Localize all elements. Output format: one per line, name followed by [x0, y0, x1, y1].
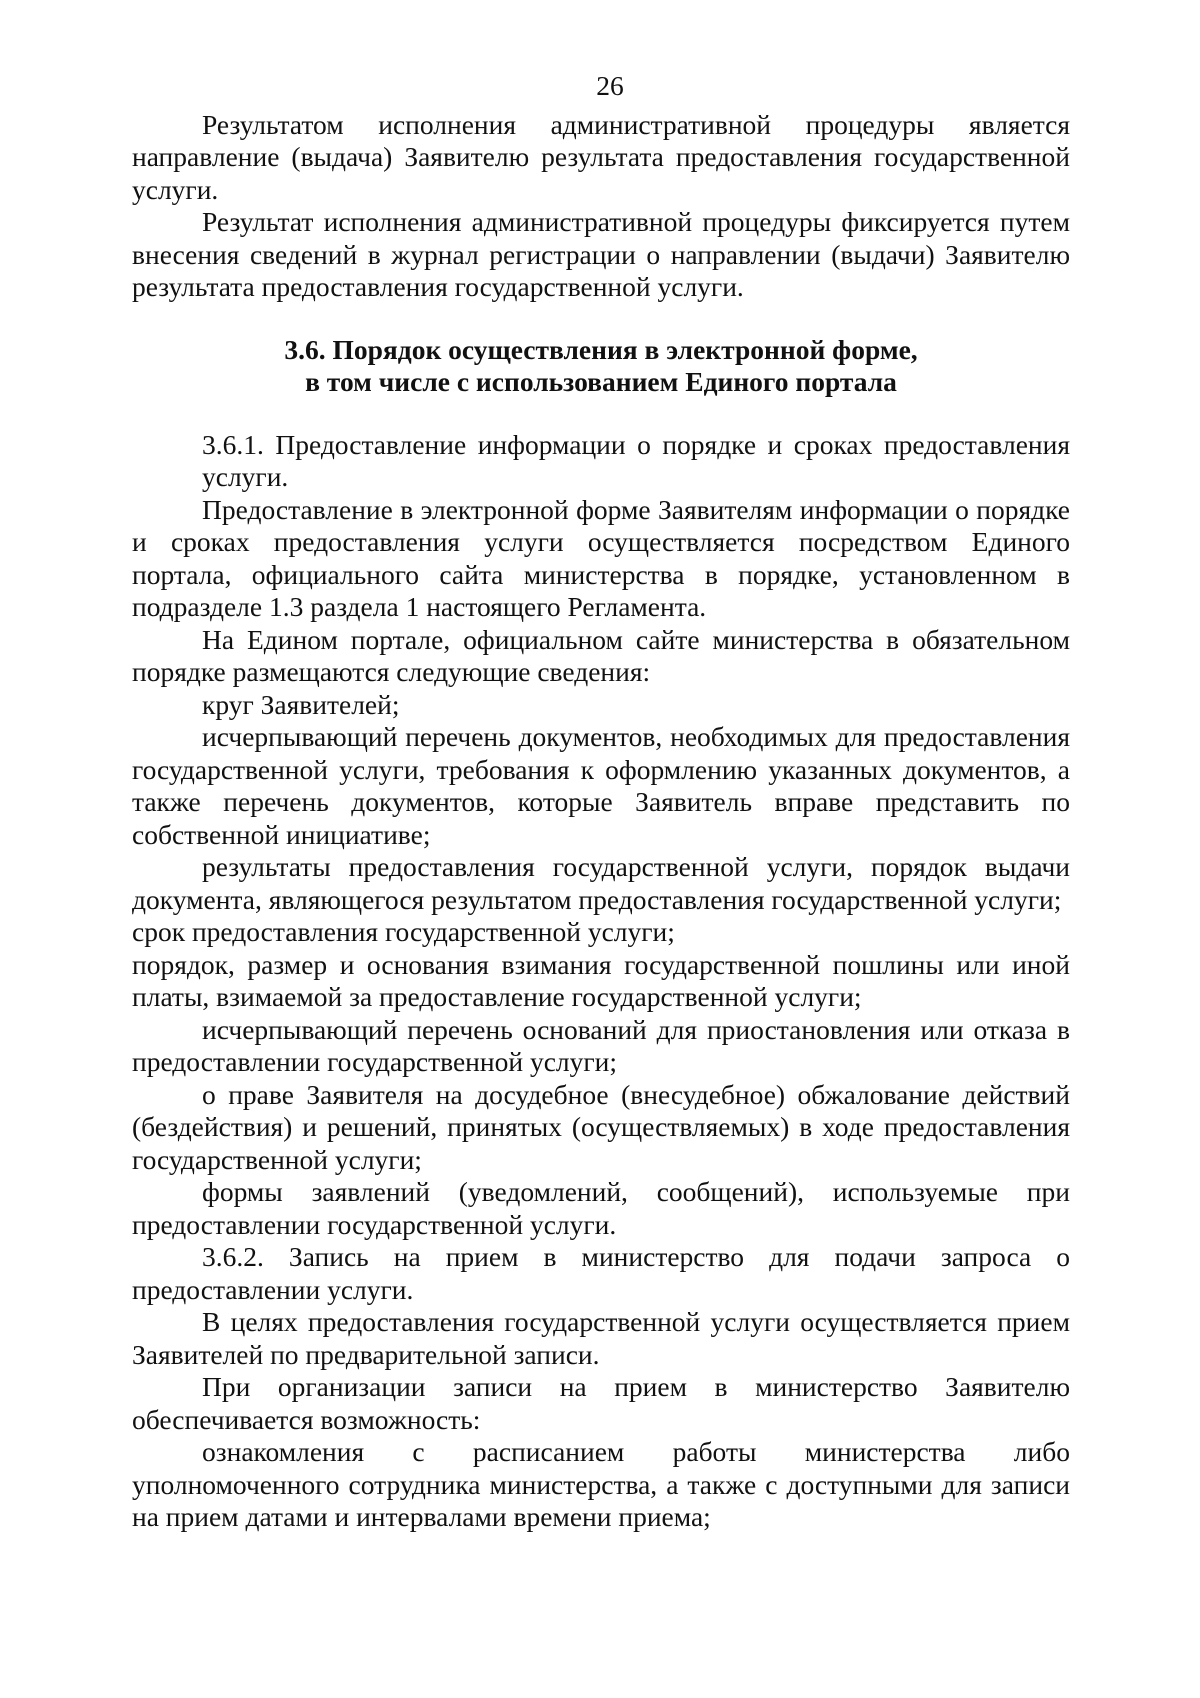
subsection-title: 3.6.1. Предоставление информации о порядке и сроках предоставления услуги. — [202, 428, 1070, 492]
section-heading-line: 3.6. Порядок осуществления в электронной форме, — [284, 333, 918, 365]
list-item: ознакомления с расписанием работы министерства либо уполномоченного сотрудника министерства, а также с доступными для записи на прием датами и интервалами времени приема; — [132, 1436, 1070, 1532]
paragraph: Предоставление в электронной форме Заявителям информации о порядке и сроках предоставления услуги осуществляется посредством Единого портала, официального сайта министерства в порядке, установленном в подразделе 1.3 раздела 1 настоящего Регламента. — [132, 493, 1070, 622]
list-item: порядок, размер и основания взимания государственной пошлины или иной платы, взимаемой за предоставление государственной услуги; — [132, 948, 1070, 1012]
list-item: круг Заявителей; — [202, 688, 400, 720]
list-item: формы заявлений (уведомлений, сообщений), используемые при предоставлении государственной услуги. — [132, 1176, 1070, 1240]
list-item: о праве Заявителя на досудебное (внесудебное) обжалование действий (бездействия) и решений, принятых (осуществляемых) в ходе предоставления государственной услуги; — [132, 1078, 1070, 1175]
list-item: исчерпывающий перечень документов, необходимых для предоставления государственной услуги, требования к оформлению указанных документов, а также перечень документов, которые Заявитель вправе представить по собственной инициативе; — [132, 721, 1070, 850]
paragraph: Результат исполнения административной процедуры фиксируется путем внесения сведений в журнал регистрации о направлении (выдачи) Заявителю результата предоставления государственной услуги. — [132, 206, 1070, 302]
list-item: срок предоставления государственной услуги; — [132, 916, 675, 947]
document-page — [132, 70, 1070, 1534]
section-heading — [132, 334, 1070, 399]
list-item: результаты предоставления государственной услуги, порядок выдачи документа, являющегося результатом предоставления государственной услуги; — [132, 851, 1070, 915]
paragraph: На Едином портале, официальном сайте министерства в обязательном порядке размещаются следующие сведения: — [132, 623, 1070, 687]
subsection-title: 3.6.2. Запись на прием в министерство для подачи запроса о предоставлении услуги. — [132, 1241, 1070, 1305]
list-item: исчерпывающий перечень оснований для приостановления или отказа в предоставлении государственной услуги; — [132, 1013, 1070, 1077]
page-number: 26 — [596, 70, 624, 101]
paragraph: Результатом исполнения административной процедуры является направление (выдача) Заявителю результата предоставления государственной услуги. — [132, 108, 1070, 205]
section-heading-line: в том числе с использованием Единого портала — [305, 366, 897, 397]
paragraph: В целях предоставления государственной услуги осуществляется прием Заявителей по предварительной записи. — [132, 1306, 1070, 1370]
paragraph: При организации записи на прием в министерство Заявителю обеспечивается возможность: — [132, 1371, 1070, 1435]
